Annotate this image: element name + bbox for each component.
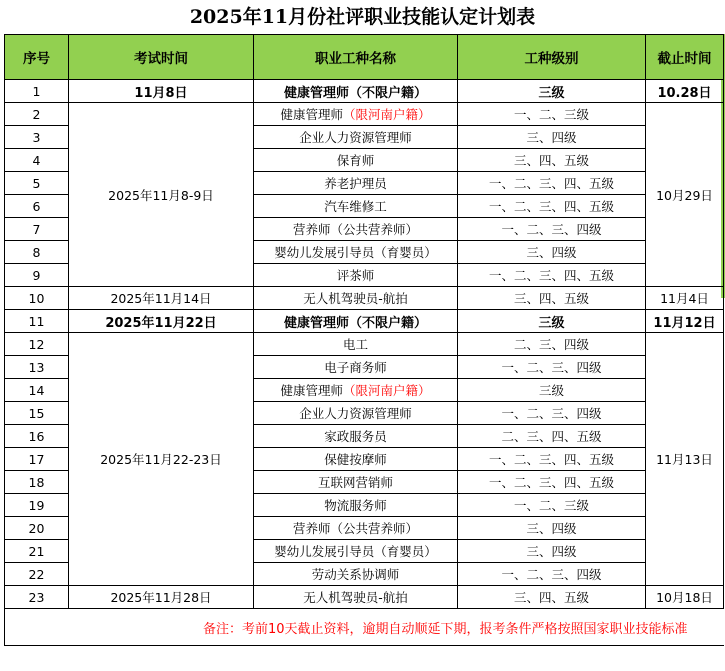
row-no: 3: [5, 126, 69, 149]
level-cell: 三、四、五级: [458, 287, 646, 310]
level-cell: 一、二、三、四级: [458, 218, 646, 241]
exam-time-cell: 11月8日: [69, 80, 254, 103]
row-no: 11: [5, 310, 69, 333]
level-cell: 一、二、三、四、五级: [458, 172, 646, 195]
level-cell: 三、四、五级: [458, 149, 646, 172]
schedule-table: [4, 34, 724, 646]
header-row: [5, 35, 724, 80]
level-cell: 一、二、三、四级: [458, 402, 646, 425]
level-cell: 三、四级: [458, 241, 646, 264]
exam-time-cell: 2025年11月22-23日: [69, 333, 254, 586]
occupation-name: 健康管理师: [280, 383, 343, 398]
table-row: [5, 287, 724, 310]
row-no: 20: [5, 517, 69, 540]
occupation-cell: 健康管理师（不限户籍）: [254, 80, 458, 103]
level-cell: 三级: [458, 80, 646, 103]
exam-time-cell: 2025年11月28日: [69, 586, 254, 609]
deadline-cell: 11月4日: [646, 287, 724, 310]
occupation-cell: 无人机驾驶员-航拍: [254, 586, 458, 609]
occupation-cell: 互联网营销师: [254, 471, 458, 494]
header-no: 序号: [5, 35, 69, 80]
level-cell: 三、四级: [458, 540, 646, 563]
level-cell: 二、三、四、五级: [458, 425, 646, 448]
row-no: 8: [5, 241, 69, 264]
header-level: 工种级别: [458, 35, 646, 80]
row-no: 7: [5, 218, 69, 241]
occupation-cell: 电工: [254, 333, 458, 356]
level-cell: 三、四级: [458, 517, 646, 540]
occupation-name: 健康管理师: [280, 107, 343, 122]
exam-time-cell: 2025年11月14日: [69, 287, 254, 310]
exam-time-cell: 2025年11月22日: [69, 310, 254, 333]
row-no: 1: [5, 80, 69, 103]
occupation-cell: 无人机驾驶员-航拍: [254, 287, 458, 310]
occupation-restriction: （限河南户籍）: [343, 383, 431, 398]
deadline-cell: 11月13日: [646, 333, 724, 586]
occupation-cell: 营养师（公共营养师）: [254, 517, 458, 540]
row-no: 10: [5, 287, 69, 310]
level-cell: 三、四级: [458, 126, 646, 149]
note-text: 备注：考前10天截止资料，逾期自动顺延下期，报考条件严格按照国家职业技能标准: [5, 609, 724, 646]
page-title: 2025年11月份社评职业技能认定计划表: [189, 6, 536, 28]
table-row: [5, 310, 724, 333]
level-cell: 三级: [458, 310, 646, 333]
deadline-cell: 10.28日: [646, 80, 724, 103]
row-no: 21: [5, 540, 69, 563]
row-no: 12: [5, 333, 69, 356]
occupation-cell: 汽车维修工: [254, 195, 458, 218]
table-row: [5, 333, 724, 356]
level-cell: 一、二、三、四级: [458, 356, 646, 379]
table-row: [5, 103, 724, 126]
occupation-cell: 企业人力资源管理师: [254, 126, 458, 149]
note-row: [5, 609, 724, 646]
occupation-cell: 家政服务员: [254, 425, 458, 448]
row-no: 5: [5, 172, 69, 195]
occupation-cell: 健康管理师（不限户籍）: [254, 310, 458, 333]
occupation-cell: 保健按摩师: [254, 448, 458, 471]
occupation-cell: 评茶师: [254, 264, 458, 287]
row-no: 4: [5, 149, 69, 172]
row-no: 22: [5, 563, 69, 586]
row-no: 14: [5, 379, 69, 402]
row-no: 23: [5, 586, 69, 609]
row-no: 9: [5, 264, 69, 287]
occupation-restriction: （限河南户籍）: [343, 107, 431, 122]
level-cell: 一、二、三级: [458, 103, 646, 126]
table-row: [5, 586, 724, 609]
occupation-cell: 养老护理员: [254, 172, 458, 195]
occupation-cell: 物流服务师: [254, 494, 458, 517]
row-no: 17: [5, 448, 69, 471]
row-no: 13: [5, 356, 69, 379]
deadline-cell: 10月29日: [646, 103, 724, 287]
header-exam-time: 考试时间: [69, 35, 254, 80]
level-cell: 三级: [458, 379, 646, 402]
occupation-cell: 电子商务师: [254, 356, 458, 379]
occupation-cell: 营养师（公共营养师）: [254, 218, 458, 241]
level-cell: 一、二、三级: [458, 494, 646, 517]
occupation-cell: 劳动关系协调师: [254, 563, 458, 586]
table-row: [5, 80, 724, 103]
level-cell: 一、二、三、四、五级: [458, 264, 646, 287]
exam-time-cell: 2025年11月8-9日: [69, 103, 254, 287]
row-no: 18: [5, 471, 69, 494]
occupation-cell: 婴幼儿发展引导员（育婴员）: [254, 241, 458, 264]
header-deadline: 截止时间: [646, 35, 724, 80]
level-cell: 二、三、四级: [458, 333, 646, 356]
header-occupation: 职业工种名称: [254, 35, 458, 80]
level-cell: 一、二、三、四级: [458, 563, 646, 586]
level-cell: 一、二、三、四、五级: [458, 471, 646, 494]
row-no: 16: [5, 425, 69, 448]
row-no: 2: [5, 103, 69, 126]
row-no: 6: [5, 195, 69, 218]
deadline-cell: 10月18日: [646, 586, 724, 609]
level-cell: 三、四、五级: [458, 586, 646, 609]
occupation-cell: 婴幼儿发展引导员（育婴员）: [254, 540, 458, 563]
occupation-cell: 保育师: [254, 149, 458, 172]
row-no: 15: [5, 402, 69, 425]
deadline-cell: 11月12日: [646, 310, 724, 333]
occupation-cell: [254, 103, 458, 126]
level-cell: 一、二、三、四、五级: [458, 448, 646, 471]
level-cell: 一、二、三、四、五级: [458, 195, 646, 218]
row-no: 19: [5, 494, 69, 517]
occupation-cell: 企业人力资源管理师: [254, 402, 458, 425]
occupation-cell: [254, 379, 458, 402]
